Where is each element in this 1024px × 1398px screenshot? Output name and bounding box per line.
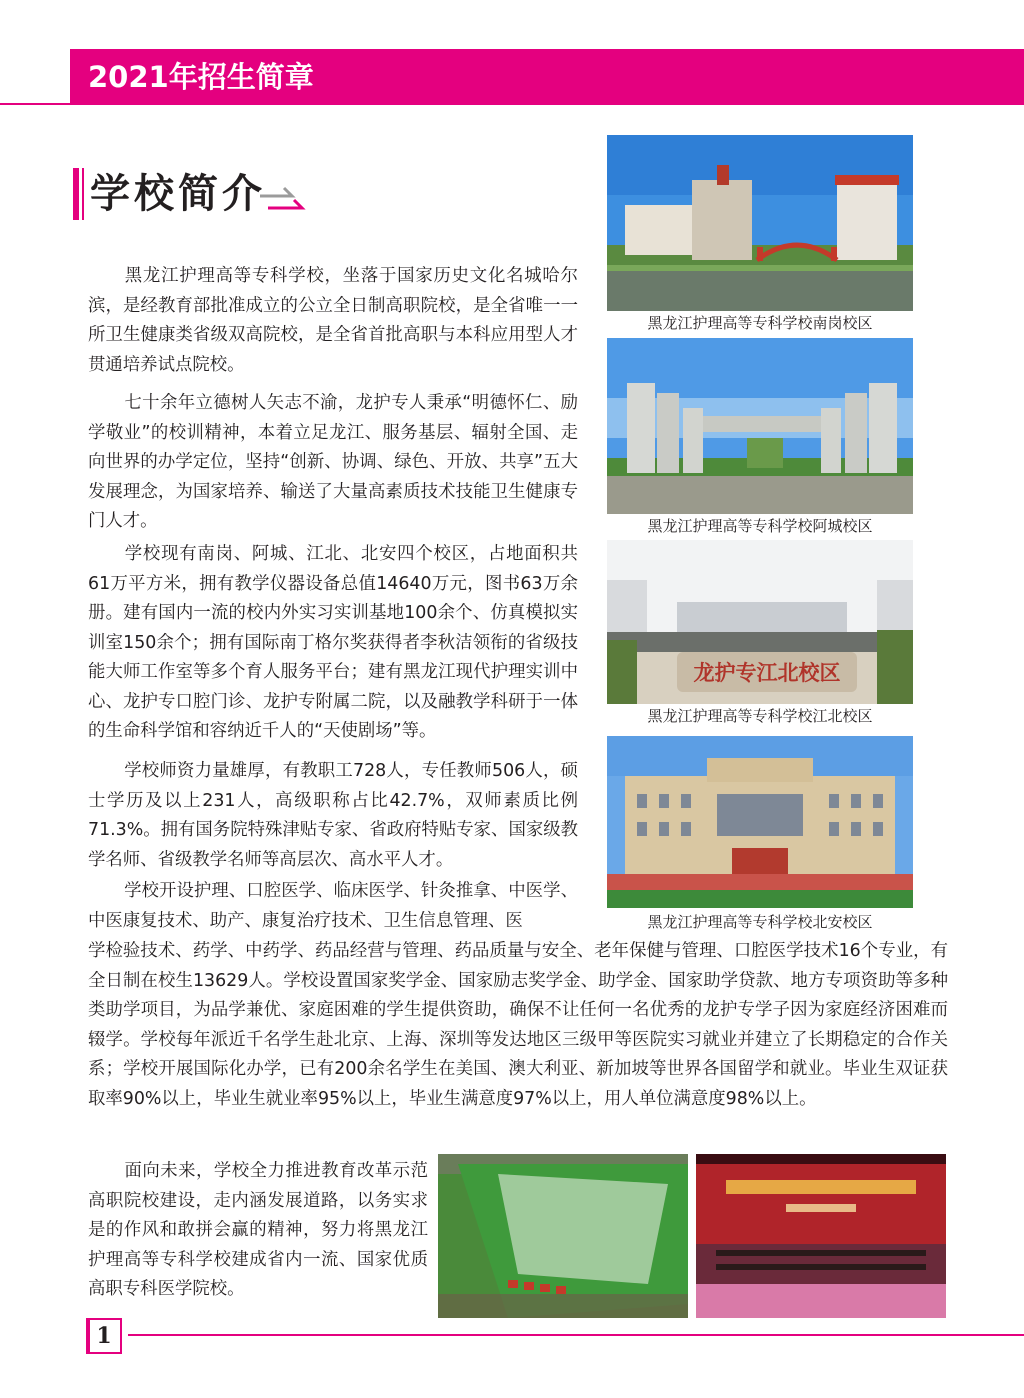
intro-paragraph-2: 七十余年立德树人矢志不渝，龙护专人秉承“明德怀仁、励学敬业”的校训精神，本着立足龙江、服务基层、辐射全国、走向世界的办学定位，坚持“创新、协调、绿色、开放、共享”五大发展理念，为国家培养、输送了大量高素质技术技能卫生健康专门人才。 [88, 393, 578, 531]
intro-paragraph-5-top: 学校开设护理、口腔医学、临床医学、针灸推拿、中医学、中医康复技术、助产、康复治疗技术、卫生信息管理、医 [88, 881, 578, 931]
nangang-campus-caption: 黑龙江护理高等专科学校南岗校区 [647, 314, 873, 332]
field-formation-photo [438, 1154, 688, 1318]
section-marker-thin [82, 168, 84, 220]
header-divider [0, 103, 1024, 105]
double-arrow-icon [258, 184, 310, 214]
section-title: 学校简介 [90, 170, 266, 217]
jiangbei-campus-photo [607, 540, 913, 704]
bei-an-campus-caption: 黑龙江护理高等专科学校北安校区 [647, 913, 873, 931]
jiangbei-stone-text: 龙护专江北校区 [693, 660, 841, 685]
footer-divider [128, 1334, 1024, 1336]
jiangbei-campus-caption: 黑龙江护理高等专科学校江北校区 [647, 707, 873, 725]
intro-paragraph-3: 学校现有南岗、阿城、江北、北安四个校区，占地面积共61万平方米，拥有教学仪器设备总值14640万元，图书63万余册。建有国内一流的校内外实习实训基地100余个、仿真模拟实训室150余个；拥有国际南丁格尔奖获得者李秋洁领衔的省级技能大师工作室等多个育人服务平台；建有黑龙江现代护理实训中心、龙护专口腔门诊、龙护专附属二院，以及融教学科研于一体的生命科学馆和容纳近千人的“天使剧场”等。 [88, 544, 578, 741]
acheng-campus-caption: 黑龙江护理高等专科学校阿城校区 [647, 517, 873, 535]
intro-paragraph-5-bottom: 学检验技术、药学、中药学、药品经营与管理、药品质量与安全、老年保健与管理、口腔医学技术16个专业，有全日制在校生13629人。学校设置国家奖学金、国家励志奖学金、助学金、国家助学贷款、地方专项资助等多种类助学项目，为品学兼优、家庭困难的学生提供资助，确保不让任何一名优秀的龙护专学子因为家庭经济困难而辍学。学校每年派近千名学生赴北京、上海、深圳等发达地区三级甲等医院实习就业并建立了长期稳定的合作关系；学校开展国际化办学，已有200余名学生在美国、澳大利亚、新加坡等世界各国留学和就业。毕业生双证获取率90%以上，毕业生就业率95%以上，毕业生满意度97%以上，用人单位满意度98%以上。 [88, 941, 948, 1109]
page-header-title: 2021年招生简章 [88, 60, 314, 94]
page-number: 1 [96, 1323, 112, 1349]
bei-an-campus-photo [607, 736, 913, 908]
acheng-campus-photo [607, 338, 913, 514]
intro-paragraph-1: 黑龙江护理高等专科学校，坐落于国家历史文化名城哈尔滨，是经教育部批准成立的公立全日制高职院校，是全省唯一一所卫生健康类省级双高院校，是全省首批高职与本科应用型人才贯通培养试点院校。 [88, 266, 578, 375]
intro-paragraph-6: 面向未来，学校全力推进教育改革示范高职院校建设，走内涵发展道路，以务实求是的作风和敢拼会赢的精神，努力将黑龙江护理高等专科学校建成省内一流、国家优质高职专科医学院校。 [88, 1161, 428, 1299]
intro-paragraph-4: 学校师资力量雄厚，有教职工728人，专任教师506人，硕士学历及以上231人，高级职称占比42.7%，双师素质比例71.3%。拥有国务院特殊津贴专家、省政府特贴专家、国家级教学名师、省级教学名师等高层次、高水平人才。 [88, 761, 579, 870]
section-marker [73, 168, 79, 220]
nangang-campus-photo [607, 135, 913, 311]
stage-performance-photo [696, 1154, 946, 1318]
